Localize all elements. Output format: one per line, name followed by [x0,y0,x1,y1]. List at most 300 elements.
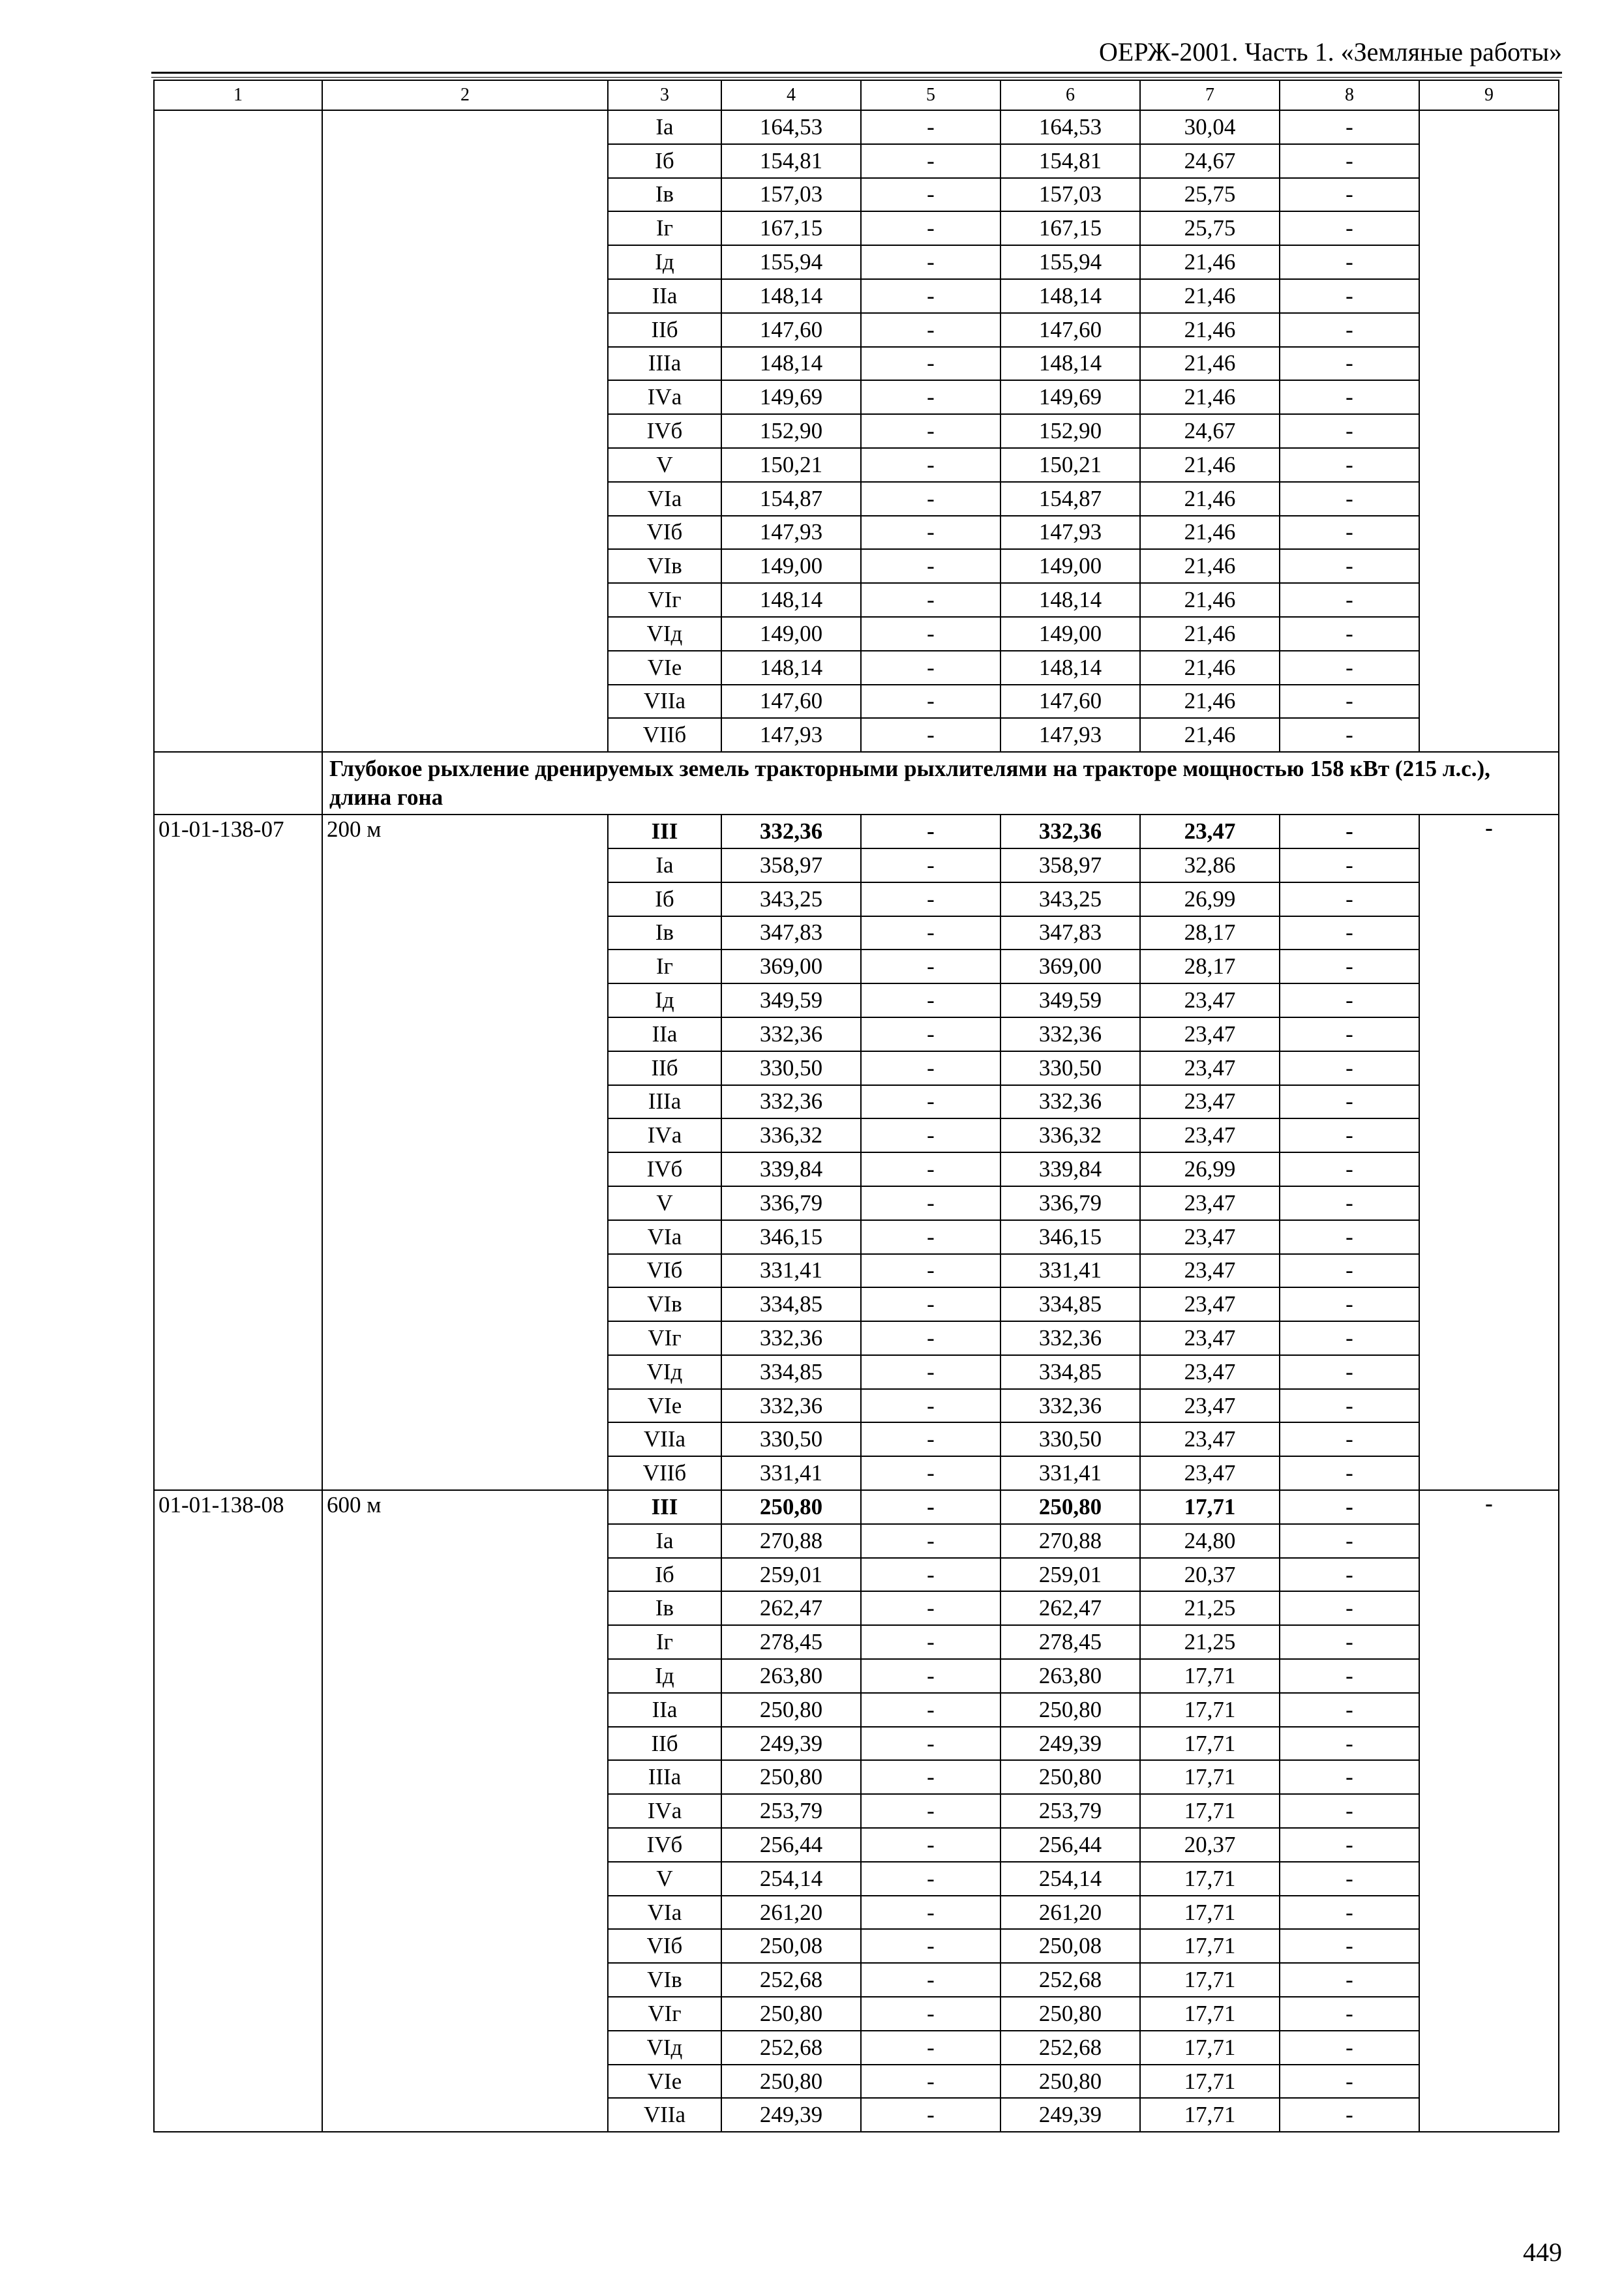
value-cell: 17,71 [1140,1929,1280,1963]
value-cell: 334,85 [721,1355,861,1389]
value-cell: - [1280,1727,1419,1761]
value-cell: 17,71 [1140,1862,1280,1896]
value-cell: - [1280,1220,1419,1254]
column-number-row [154,80,1559,110]
value-cell: 155,94 [721,245,861,279]
value-cell: 263,80 [721,1659,861,1693]
value-cell: - [1280,1422,1419,1456]
value-cell: 152,90 [721,414,861,448]
value-cell: - [1280,950,1419,983]
category-cell: VIд [608,2031,721,2065]
value-cell: - [1280,1659,1419,1693]
value-cell: 343,25 [1000,882,1140,916]
section-row [154,752,1559,815]
value-cell: 336,32 [721,1118,861,1152]
value-cell: 148,14 [721,347,861,381]
category-cell: IIб [608,1727,721,1761]
value-cell: 278,45 [721,1625,861,1659]
value-cell: - [861,1659,1000,1693]
value-cell: - [861,950,1000,983]
value-cell: 157,03 [1000,178,1140,212]
value-cell: - [861,245,1000,279]
value-cell: 332,36 [1000,815,1140,848]
value-cell: 330,50 [1000,1422,1140,1456]
value-cell: - [861,1625,1000,1659]
value-cell: - [861,685,1000,719]
category-cell: VIв [608,549,721,583]
value-cell: - [861,1963,1000,1997]
value-cell: - [861,1490,1000,1524]
value-cell: - [861,1051,1000,1085]
value-cell: - [1280,1963,1419,1997]
category-cell: VIIб [608,718,721,752]
value-cell: - [861,482,1000,516]
category-cell: VIд [608,1355,721,1389]
column-number: 9 [1419,80,1559,110]
category-cell: VIв [608,1287,721,1321]
value-cell: - [861,1794,1000,1828]
value-cell: 332,36 [1000,1321,1140,1355]
value-cell: - [861,983,1000,1017]
value-cell: 249,39 [721,2098,861,2132]
value-cell: 154,81 [1000,144,1140,178]
category-cell: IVб [608,1828,721,1862]
value-cell: - [1280,1591,1419,1625]
value-cell: 336,79 [721,1186,861,1220]
value-cell: 28,17 [1140,950,1280,983]
value-cell: 147,60 [1000,313,1140,347]
value-cell: 148,14 [721,279,861,313]
value-cell: - [1280,448,1419,482]
value-cell: 332,36 [1000,1085,1140,1119]
category-cell: V [608,1186,721,1220]
value-cell: - [861,1997,1000,2031]
value-cell: 21,46 [1140,313,1280,347]
value-cell: 330,50 [1000,1051,1140,1085]
value-cell: - [861,448,1000,482]
value-cell: 249,39 [1000,1727,1140,1761]
value-cell: 147,93 [1000,718,1140,752]
value-cell: - [1280,279,1419,313]
value-cell: 343,25 [721,882,861,916]
value-cell: 21,46 [1140,380,1280,414]
value-cell: 17,71 [1140,1659,1280,1693]
category-cell: Iд [608,983,721,1017]
category-cell: Iд [608,1659,721,1693]
value-cell: 334,85 [1000,1355,1140,1389]
value-cell: 278,45 [1000,1625,1140,1659]
value-cell: 24,67 [1140,414,1280,448]
value-cell: - [861,1456,1000,1490]
value-cell: 347,83 [721,916,861,950]
name-cell [322,110,608,752]
value-cell: - [861,110,1000,144]
value-cell: - [861,211,1000,245]
category-cell: VIа [608,1896,721,1930]
category-cell: IIIа [608,1760,721,1794]
value-cell: 17,71 [1140,1794,1280,1828]
table-row [154,1490,1559,1524]
code-cell: 01-01-138-07 [154,815,322,1490]
value-cell: - [1280,1355,1419,1389]
value-cell: 28,17 [1140,916,1280,950]
value-cell: 157,03 [721,178,861,212]
value-cell: - [1280,1625,1419,1659]
column-number: 8 [1280,80,1419,110]
value-cell: 249,39 [721,1727,861,1761]
section-title: Глубокое рыхление дренируемых земель тракторными рыхлителями на тракторе мощностью 158 кВт (215 л.с.), длина гона [322,752,1559,815]
value-cell: 149,00 [721,617,861,651]
value-cell: 26,99 [1140,1152,1280,1186]
value-cell: 263,80 [1000,1659,1140,1693]
value-cell: - [1280,1456,1419,1490]
category-cell: VIд [608,617,721,651]
value-cell: 23,47 [1140,1118,1280,1152]
value-cell: - [861,1220,1000,1254]
value-cell: 23,47 [1140,1422,1280,1456]
col9-cell [1419,110,1559,752]
value-cell: 150,21 [721,448,861,482]
category-cell: Iб [608,882,721,916]
value-cell: 253,79 [721,1794,861,1828]
value-cell: 150,21 [1000,448,1140,482]
value-cell: 270,88 [721,1524,861,1558]
value-cell: 21,46 [1140,347,1280,381]
category-cell: Iа [608,1524,721,1558]
value-cell: - [861,1186,1000,1220]
value-cell: - [1280,245,1419,279]
value-cell: - [1280,1118,1419,1152]
value-cell: - [861,1085,1000,1119]
value-cell: - [1280,482,1419,516]
value-cell: - [1280,211,1419,245]
category-cell: VIIб [608,1456,721,1490]
value-cell: - [861,1118,1000,1152]
value-cell: - [1280,1254,1419,1288]
value-cell: - [1280,2098,1419,2132]
value-cell: - [1280,1389,1419,1423]
value-cell: 250,80 [1000,1760,1140,1794]
value-cell: - [861,516,1000,550]
value-cell: - [1280,718,1419,752]
value-cell: 253,79 [1000,1794,1140,1828]
value-cell: 332,36 [1000,1017,1140,1051]
col9-cell: - [1419,1490,1559,2132]
value-cell: 154,87 [1000,482,1140,516]
value-cell: 23,47 [1140,1389,1280,1423]
value-cell: 23,47 [1140,1254,1280,1288]
value-cell: - [861,1017,1000,1051]
value-cell: 148,14 [721,651,861,685]
value-cell: - [1280,1558,1419,1592]
value-cell: 346,15 [1000,1220,1140,1254]
value-cell: 164,53 [1000,110,1140,144]
name-cell: 200 м [322,815,608,1490]
value-cell: 20,37 [1140,1828,1280,1862]
value-cell: 154,87 [721,482,861,516]
column-number: 7 [1140,80,1280,110]
value-cell: - [1280,1760,1419,1794]
value-cell: - [1280,1051,1419,1085]
category-cell: IVа [608,1794,721,1828]
value-cell: 17,71 [1140,1693,1280,1727]
value-cell: - [1280,617,1419,651]
value-cell: 23,47 [1140,1321,1280,1355]
value-cell: - [1280,1017,1419,1051]
value-cell: - [1280,1490,1419,1524]
value-cell: 349,59 [721,983,861,1017]
value-cell: 147,60 [1000,685,1140,719]
value-cell: - [1280,685,1419,719]
column-number: 1 [154,80,322,110]
header-rule [151,72,1562,74]
value-cell: 23,47 [1140,1017,1280,1051]
value-cell: - [861,1355,1000,1389]
value-cell: 149,00 [721,549,861,583]
value-cell: - [1280,882,1419,916]
value-cell: 332,36 [721,1085,861,1119]
value-cell: 164,53 [721,110,861,144]
value-cell: - [1280,313,1419,347]
category-cell: IIб [608,1051,721,1085]
value-cell: - [1280,347,1419,381]
value-cell: - [1280,916,1419,950]
value-cell: 346,15 [721,1220,861,1254]
value-cell: - [1280,983,1419,1017]
value-cell: 369,00 [1000,950,1140,983]
table-row [154,110,1559,144]
category-cell: VIа [608,482,721,516]
value-cell: 148,14 [1000,347,1140,381]
value-cell: - [861,1321,1000,1355]
value-cell: - [1280,1828,1419,1862]
value-cell: - [1280,1186,1419,1220]
column-number: 4 [721,80,861,110]
value-cell: 250,80 [1000,1490,1140,1524]
value-cell: - [861,1693,1000,1727]
value-cell: 270,88 [1000,1524,1140,1558]
value-cell: 26,99 [1140,882,1280,916]
category-cell: V [608,1862,721,1896]
value-cell: 331,41 [1000,1254,1140,1288]
value-cell: 21,46 [1140,279,1280,313]
value-cell: 261,20 [721,1896,861,1930]
value-cell: 154,81 [721,144,861,178]
value-cell: 149,69 [1000,380,1140,414]
category-cell: VIIа [608,1422,721,1456]
value-cell: 21,46 [1140,448,1280,482]
category-cell: Iг [608,1625,721,1659]
category-cell: IVб [608,414,721,448]
value-cell: 252,68 [1000,1963,1140,1997]
value-cell: - [861,144,1000,178]
value-cell: - [861,1862,1000,1896]
value-cell: - [1280,583,1419,617]
value-cell: 23,47 [1140,1085,1280,1119]
value-cell: 336,32 [1000,1118,1140,1152]
value-cell: - [1280,1085,1419,1119]
value-cell: 250,80 [721,1490,861,1524]
category-cell: VIб [608,516,721,550]
value-cell: 149,69 [721,380,861,414]
value-cell: - [861,1152,1000,1186]
value-cell: - [1280,1693,1419,1727]
value-cell: - [861,1591,1000,1625]
value-cell: 330,50 [721,1051,861,1085]
category-cell: Iа [608,848,721,882]
value-cell: 147,93 [1000,516,1140,550]
category-cell: Iв [608,178,721,212]
value-cell: 250,80 [721,1997,861,2031]
category-cell: IIб [608,313,721,347]
value-cell: - [1280,1862,1419,1896]
value-cell: 23,47 [1140,1287,1280,1321]
category-cell: Iг [608,950,721,983]
value-cell: - [1280,1896,1419,1930]
category-cell: VIе [608,1389,721,1423]
value-cell: 147,60 [721,685,861,719]
value-cell: 149,00 [1000,617,1140,651]
value-cell: - [861,583,1000,617]
value-cell: 252,68 [1000,2031,1140,2065]
value-cell: - [861,1389,1000,1423]
category-cell: IVб [608,1152,721,1186]
category-cell: VIб [608,1254,721,1288]
value-cell: 148,14 [721,583,861,617]
category-cell: VIв [608,1963,721,1997]
value-cell: 252,68 [721,1963,861,1997]
value-cell: 147,93 [721,718,861,752]
value-cell: - [861,916,1000,950]
value-cell: - [861,1254,1000,1288]
value-cell: - [1280,2031,1419,2065]
category-cell: VIг [608,1321,721,1355]
value-cell: - [1280,848,1419,882]
value-cell: - [861,178,1000,212]
value-cell: 261,20 [1000,1896,1140,1930]
value-cell: 23,47 [1140,1220,1280,1254]
value-cell: - [861,815,1000,848]
value-cell: - [1280,178,1419,212]
category-cell: IIIа [608,1085,721,1119]
value-cell: 21,46 [1140,245,1280,279]
value-cell: 25,75 [1140,211,1280,245]
category-cell: VIе [608,651,721,685]
value-cell: - [1280,516,1419,550]
value-cell: - [1280,1997,1419,2031]
category-cell: IIа [608,1017,721,1051]
category-cell: IVа [608,380,721,414]
value-cell: 332,36 [721,815,861,848]
value-cell: 148,14 [1000,651,1140,685]
value-cell: 369,00 [721,950,861,983]
value-cell: - [861,2098,1000,2132]
value-cell: 336,79 [1000,1186,1140,1220]
value-cell: 330,50 [721,1422,861,1456]
value-cell: - [861,2065,1000,2099]
value-cell: 148,14 [1000,583,1140,617]
value-cell: 21,25 [1140,1591,1280,1625]
category-cell: III [608,815,721,848]
value-cell: - [861,313,1000,347]
value-cell: 23,47 [1140,1456,1280,1490]
value-cell: 358,97 [721,848,861,882]
value-cell: - [1280,110,1419,144]
category-cell: VIIа [608,685,721,719]
value-cell: 20,37 [1140,1558,1280,1592]
value-cell: 152,90 [1000,414,1140,448]
value-cell: - [861,848,1000,882]
category-cell: Iб [608,144,721,178]
page-number: 449 [1523,2237,1562,2267]
value-cell: 250,80 [721,1693,861,1727]
column-number: 6 [1000,80,1140,110]
value-cell: 167,15 [1000,211,1140,245]
value-cell: - [1280,1524,1419,1558]
value-cell: 23,47 [1140,815,1280,848]
value-cell: 259,01 [721,1558,861,1592]
value-cell: 30,04 [1140,110,1280,144]
value-cell: - [861,617,1000,651]
value-cell: - [861,414,1000,448]
value-cell: - [861,1929,1000,1963]
value-cell: - [1280,1929,1419,1963]
value-cell: 252,68 [721,2031,861,2065]
page-header-title: ОЕРЖ-2001. Часть 1. «Земляные работы» [1099,37,1562,67]
value-cell: 332,36 [1000,1389,1140,1423]
value-cell: 17,71 [1140,2065,1280,2099]
value-cell: 17,71 [1140,1963,1280,1997]
value-cell: 32,86 [1140,848,1280,882]
header-rule [151,77,1562,78]
value-cell: - [861,1828,1000,1862]
value-cell: 254,14 [721,1862,861,1896]
value-cell: 17,71 [1140,1997,1280,2031]
value-cell: 259,01 [1000,1558,1140,1592]
value-cell: 23,47 [1140,983,1280,1017]
value-cell: 249,39 [1000,2098,1140,2132]
col9-cell: - [1419,815,1559,1490]
value-cell: 167,15 [721,211,861,245]
value-cell: 148,14 [1000,279,1140,313]
value-cell: 147,93 [721,516,861,550]
table-row [154,815,1559,848]
value-cell: 250,80 [1000,2065,1140,2099]
value-cell: 331,41 [1000,1456,1140,1490]
column-number: 3 [608,80,721,110]
value-cell: 21,46 [1140,516,1280,550]
value-cell: 21,46 [1140,583,1280,617]
value-cell: 21,46 [1140,718,1280,752]
value-cell: 155,94 [1000,245,1140,279]
value-cell: - [1280,1321,1419,1355]
category-cell: IIа [608,1693,721,1727]
value-cell: 17,71 [1140,1896,1280,1930]
value-cell: 331,41 [721,1254,861,1288]
category-cell: IVа [608,1118,721,1152]
category-cell: VIIа [608,2098,721,2132]
value-cell: 149,00 [1000,549,1140,583]
value-cell: - [861,2031,1000,2065]
value-cell: 334,85 [1000,1287,1140,1321]
value-cell: 339,84 [1000,1152,1140,1186]
value-cell: 332,36 [721,1389,861,1423]
value-cell: - [861,1558,1000,1592]
value-cell: - [1280,651,1419,685]
category-cell: VIе [608,2065,721,2099]
value-cell: - [861,549,1000,583]
value-cell: 24,80 [1140,1524,1280,1558]
